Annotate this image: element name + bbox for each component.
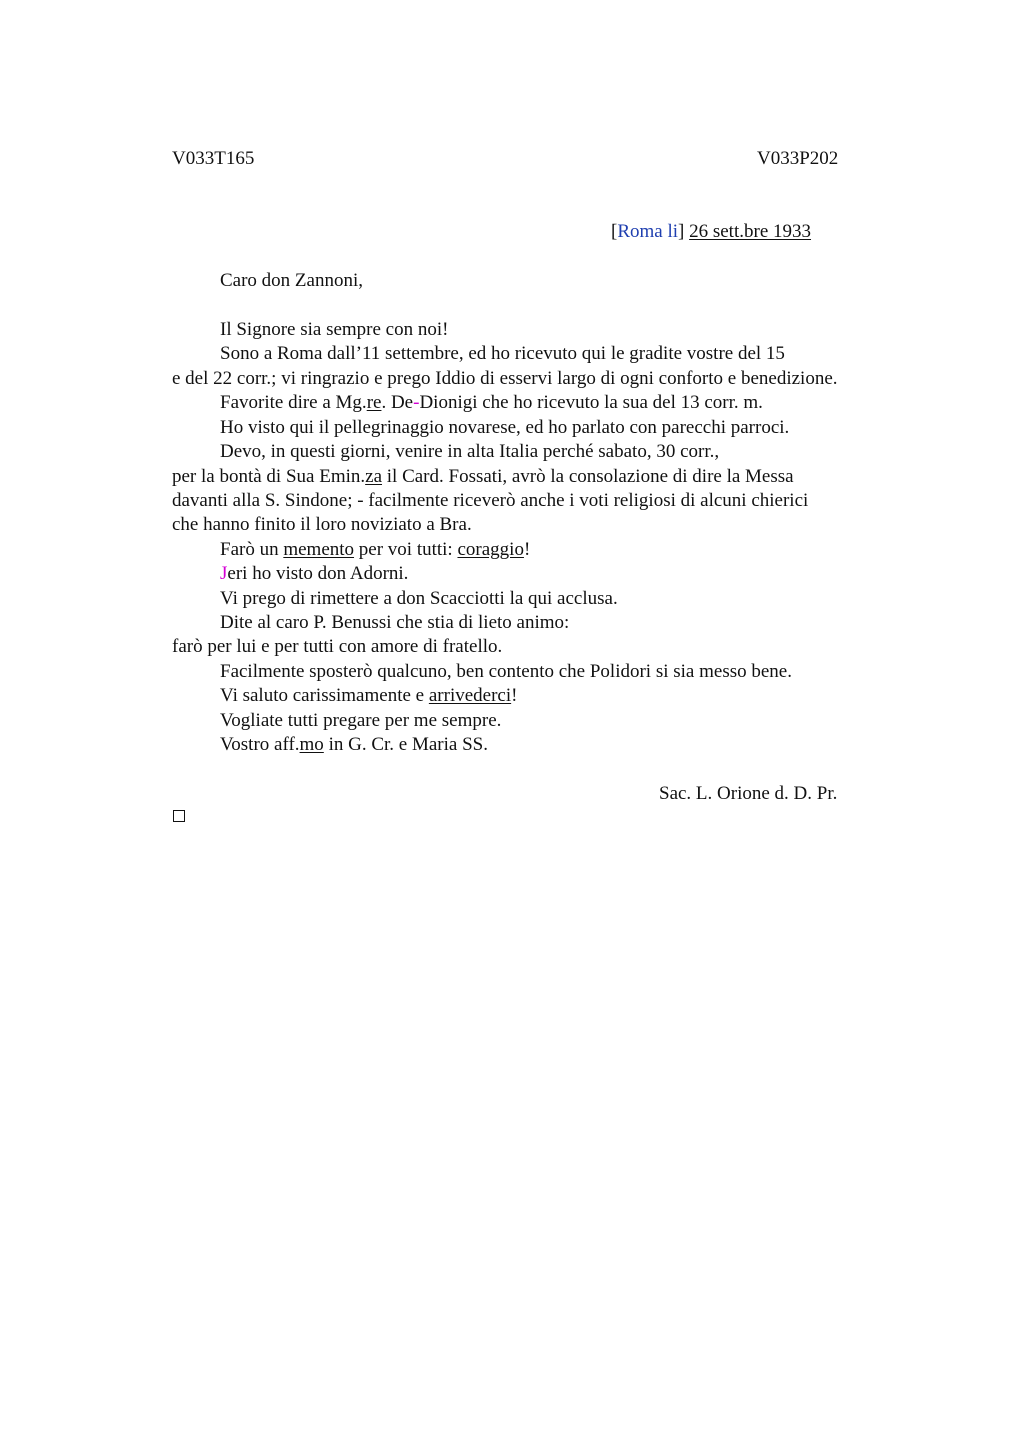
body-line: Il Signore sia sempre con noi!: [220, 319, 449, 340]
header-right-code: V033P202: [757, 148, 839, 169]
body-line: Vostro aff.mo in G. Cr. e Maria SS.: [220, 734, 488, 755]
date-place: Roma li: [617, 221, 679, 242]
body-line: che hanno finito il loro noviziato a Bra.: [172, 514, 472, 535]
body-line: Vi saluto carissimamente e arrivederci!: [220, 685, 518, 706]
body-line: Vogliate tutti pregare per me sempre.: [220, 710, 502, 731]
body-line: Vi prego di rimettere a don Scacciotti la qui acclusa.: [220, 588, 618, 609]
body-line: Ho visto qui il pellegrinaggio novarese, ed ho parlato con parecchi parroci.: [220, 417, 790, 438]
body-line: Sono a Roma dall’11 settembre, ed ho ricevuto qui le gradite vostre del 15: [220, 343, 785, 364]
body-line: Jeri ho visto don Adorni.: [220, 563, 409, 584]
date-close-bracket: ]: [678, 221, 685, 242]
body-line: farò per lui e per tutti con amore di fratello.: [172, 636, 503, 657]
date-line: [611, 220, 811, 244]
body-line: Favorite dire a Mg.re. De-Dionigi che ho ricevuto la sua del 13 corr. m.: [220, 392, 763, 413]
body-line: Facilmente sposterò qualcuno, ben contento che Polidori si sia messo bene.: [220, 661, 792, 682]
header-left-code: V033T165: [172, 148, 255, 169]
body-line: per la bontà di Sua Emin.za il Card. Fossati, avrò la consolazione di dire la Messa: [172, 466, 794, 487]
salutation: Caro don Zannoni,: [220, 270, 364, 291]
date-open-bracket: [: [611, 221, 618, 242]
signature: Sac. L. Orione d. D. Pr.: [659, 783, 838, 804]
body-line: Devo, in questi giorni, venire in alta Italia perché sabato, 30 corr.,: [220, 441, 720, 462]
body-line: Farò un memento per voi tutti: coraggio!: [220, 539, 531, 560]
body-line: e del 22 corr.; vi ringrazio e prego Iddio di esservi largo di ogni conforto e benedizione.: [172, 368, 838, 389]
body-line: Dite al caro P. Benussi che stia di lieto animo:: [220, 612, 570, 633]
date-value: 26 sett.bre 1933: [689, 221, 812, 242]
checkbox-icon: [173, 810, 185, 822]
body-line: davanti alla S. Sindone; - facilmente riceverò anche i voti religiosi di alcuni chierici: [172, 490, 809, 511]
